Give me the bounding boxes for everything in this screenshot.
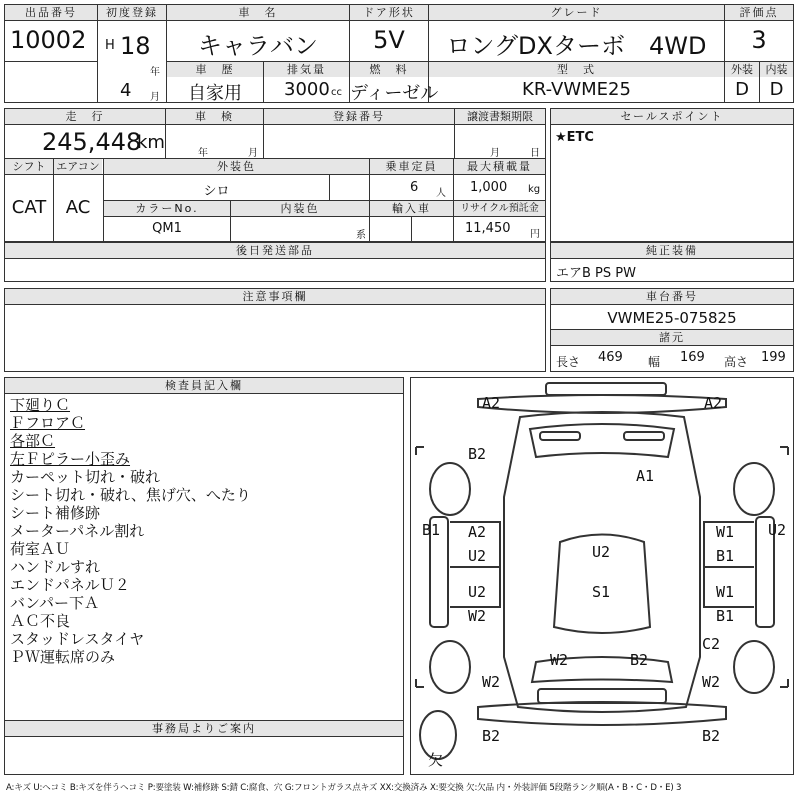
colorno-label: カラーNo.: [104, 201, 230, 216]
damage-mark: B2: [702, 727, 721, 745]
inspector-note: ＰＷ運転席のみ: [10, 648, 116, 666]
hgt-value: 199: [761, 350, 786, 365]
era: H: [105, 38, 115, 53]
int-score: D: [769, 79, 784, 100]
first-reg-label: 初度登録: [98, 5, 166, 20]
damage-mark: W2: [702, 673, 721, 691]
regno-label: 登録番号: [264, 109, 454, 124]
sales-label: セールスポイント: [551, 109, 793, 124]
intcolor-label: 内装色: [231, 201, 369, 216]
model-label: 型 式: [429, 62, 724, 77]
score: 3: [751, 26, 767, 54]
doors: 5V: [373, 26, 405, 54]
damage-mark: U2: [592, 543, 611, 561]
shift: CAT: [11, 197, 47, 218]
import-label: 輸入車: [370, 201, 453, 216]
history-label: 車 歴: [167, 62, 263, 77]
score-label: 評価点: [725, 5, 793, 20]
hgt-label: 高さ: [724, 355, 749, 369]
damage-mark: B1: [716, 547, 735, 565]
model: KR-VWME25: [522, 79, 631, 100]
lot-no: 10002: [10, 26, 87, 54]
insp-year-unit: 年: [198, 148, 208, 159]
inspector-note: ＡＣ不良: [10, 612, 71, 630]
office-label: 事務局よりご案内: [5, 721, 403, 736]
fuel-label: 燃 料: [350, 62, 428, 77]
sales-point: ★ETC: [555, 130, 594, 145]
inspector-note: エンドパネルＵ２: [10, 576, 130, 594]
int-label: 内装: [760, 62, 793, 77]
inspector-note: シート補修跡: [10, 504, 101, 522]
ac-label: エアコン: [54, 159, 102, 174]
damage-mark: A2: [482, 394, 501, 412]
damage-mark: U2: [468, 547, 487, 565]
inspector-note: メーターパネル割れ: [10, 522, 145, 540]
inspector-note: 荷室ＡＵ: [10, 540, 71, 558]
inspector-note: ＦフロアＣ: [10, 414, 86, 432]
damage-mark: B2: [630, 651, 649, 669]
damage-mark: U2: [768, 521, 787, 539]
shift-label: シフト: [5, 159, 53, 174]
inspector-note: シート切れ・破れ、焦げ穴、へたり: [10, 486, 251, 504]
colorno: QM1: [152, 221, 182, 236]
inspector-note: 左Ｆピラー小歪み: [10, 450, 131, 468]
ext-label: 外装: [725, 62, 759, 77]
damage-mark: A2: [468, 523, 487, 541]
damage-mark: B2: [482, 727, 501, 745]
insp-month-unit: 月: [248, 148, 258, 159]
caution-label: 注意事項欄: [5, 289, 545, 304]
color: シロ: [203, 184, 230, 199]
max-load: 1,000: [470, 180, 508, 195]
recycle-fee: 11,450: [465, 221, 511, 236]
ac: AC: [65, 197, 91, 218]
sales-point-box: [550, 108, 794, 242]
car-diagram: [410, 377, 794, 775]
damage-mark: W2: [482, 673, 501, 691]
displacement-label: 排気量: [264, 62, 349, 77]
grade-label: グレード: [429, 5, 724, 20]
year-unit: 年: [150, 67, 160, 78]
intcolor-unit: 系: [356, 230, 366, 241]
damage-mark: U2: [468, 583, 487, 601]
wid-value: 169: [680, 350, 705, 365]
inspection-label: 車 検: [166, 109, 263, 124]
damage-mark: W2: [550, 651, 569, 669]
month-unit: 月: [150, 92, 160, 103]
damage-mark: W1: [716, 583, 735, 601]
doors-label: ドア形状: [350, 5, 428, 20]
capacity-unit: 人: [436, 188, 446, 199]
recycle-label: リサイクル預託金: [454, 201, 545, 216]
chassis-label: 車台番号: [551, 289, 793, 304]
color-label: 外装色: [104, 159, 369, 174]
lot-no-label: 出品番号: [5, 5, 97, 20]
damage-mark: B1: [422, 521, 441, 539]
damage-mark: A2: [704, 394, 723, 412]
grade: ロングDXターボ 4WD: [446, 32, 707, 60]
capacity-label: 乗車定員: [370, 159, 453, 174]
reg-year: 18: [120, 32, 151, 60]
damage-mark: W1: [716, 523, 735, 541]
damage-mark: C2: [702, 635, 721, 653]
damage-mark: B2: [468, 445, 487, 463]
transfer-label: 譲渡書類期限: [455, 109, 545, 124]
history: 自家用: [188, 83, 242, 104]
cc-unit: cc: [331, 87, 342, 98]
load-label: 最大積載量: [454, 159, 545, 174]
len-label: 長さ: [556, 355, 581, 369]
damage-mark: S1: [592, 583, 611, 601]
displacement: 3000: [284, 79, 330, 100]
wid-label: 幅: [648, 355, 661, 369]
damage-mark: W2: [468, 607, 487, 625]
damage-mark: 欠: [428, 751, 444, 769]
dims-label: 諸元: [551, 330, 793, 345]
inspector-note: ハンドルすれ: [10, 558, 101, 576]
ext-score: D: [735, 79, 749, 100]
inspector-notes: [10, 396, 400, 666]
mileage-label: 走 行: [5, 109, 165, 124]
inspector-note: バンパー下Ａ: [10, 594, 99, 612]
legend: A:キズ U:ヘコミ B:キズを伴うヘコミ P:要塗装 W:補修跡 S:錆 C:腐食、穴 G:フロントガラス点キズ XX:交換済み X:要交換 欠:欠品 内・外装評価 5段階ランク順(A・B・C・D・E) 3: [6, 783, 682, 793]
later-label: 後日発送部品: [5, 243, 545, 258]
equip-label: 純正装備: [551, 243, 793, 258]
inspector-note: 各部Ｃ: [10, 432, 56, 450]
transfer-month-unit: 月: [490, 148, 500, 159]
chassis-no: VWME25-075825: [607, 309, 737, 327]
recycle-unit: 円: [530, 229, 540, 240]
inspector-label: 検査員記入欄: [5, 378, 403, 393]
damage-mark: A1: [636, 467, 655, 485]
damage-mark: B1: [716, 607, 735, 625]
inspector-note: 下廻りＣ: [10, 396, 71, 414]
fuel: ディーゼル: [350, 83, 439, 104]
transfer-day-unit: 日: [530, 148, 540, 159]
name-label: 車 名: [167, 5, 349, 20]
equipment: エアB PS PW: [556, 266, 636, 281]
inspector-note: カーペット切れ・破れ: [10, 468, 161, 486]
len-value: 469: [598, 350, 623, 365]
km-unit: km: [137, 132, 165, 153]
car-name: キャラバン: [198, 32, 318, 60]
mileage: 245,448: [42, 128, 142, 156]
load-unit: kg: [528, 184, 541, 195]
capacity: 6: [410, 180, 419, 195]
reg-month: 4: [120, 80, 132, 101]
inspector-note: スタッドレスタイヤ: [10, 630, 145, 648]
